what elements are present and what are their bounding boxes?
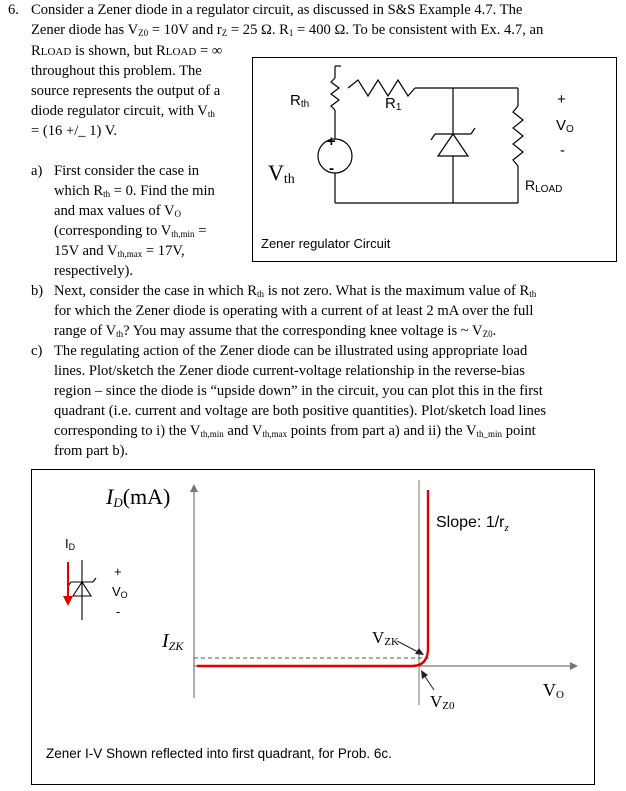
circuit-caption: Zener regulator Circuit (261, 236, 391, 251)
vz0-pointer (424, 675, 434, 690)
vth-label: Vth (268, 160, 295, 187)
part-c-line-3: region – since the diode is “upside down” in the circuit, you can plot this in the first (54, 383, 543, 399)
part-a-label: a) (31, 163, 43, 179)
slope-label: Slope: $1/r_z$ (436, 514, 509, 534)
intro-line-4: throughout this problem. The (31, 63, 202, 79)
part-c-line-2: lines. Plot/sketch the Zener diode current-voltage relationship in the reverse-bias (54, 363, 525, 379)
vo-label: VO (556, 117, 574, 135)
vzk-pointer (397, 641, 420, 653)
source-plus: + (327, 133, 336, 150)
part-b-line-1: Next, consider the case in which $R_{th}$ is not zero. What is the maximum value of $R_{th}$ (54, 283, 537, 299)
part-b-label: b) (31, 283, 44, 299)
vz0-label: VZ0 (430, 692, 455, 712)
part-a-line-3: and max values of $V_O$ (54, 203, 182, 219)
y-axis-label: ID(mA) (106, 484, 171, 510)
diode-minus: - (116, 604, 121, 619)
part-c-line-4: quadrant (i.e. current and voltage are both positive quantities). Plot/sketch load lines (54, 403, 546, 419)
y-axis-arrow (190, 484, 198, 492)
intro-line-2: Zener diode has $V_{Z0} = 10V$ and $r_Z = 25$ Ω. $R_1 = 400$ Ω. To be consistent with Ex. 4.7, an (31, 22, 544, 38)
izk-label: IZK (162, 630, 184, 653)
diode-id-label: ID (65, 536, 76, 552)
part-b-line-3: range of $V_{th}$? You may assume that the corresponding knee voltage is ~ $V_{Z0}$. (54, 323, 497, 339)
r1-label: R1 (385, 95, 402, 113)
part-c-label: c) (31, 343, 43, 359)
rload-label: RLOAD (525, 177, 563, 195)
x-axis-label: VO (543, 680, 564, 701)
vo-minus: - (560, 142, 565, 159)
source-minus: - (329, 160, 334, 177)
small-zener-symbol (68, 560, 96, 620)
problem-number: 6. (8, 2, 19, 18)
part-a-line-1: First consider the case in (54, 163, 200, 179)
iv-graph-box (31, 469, 595, 785)
diode-plus: + (114, 564, 122, 579)
part-a-line-5: 15V and $V_{th,max} = 17V$, (54, 243, 185, 259)
part-a-line-2: which $R_{th} = 0$. Find the min (54, 183, 215, 199)
intro-line-3: RLOAD is shown, but RLOAD = ∞ (31, 43, 223, 59)
part-a-line-6: respectively). (54, 263, 134, 279)
x-axis-arrow (570, 662, 578, 670)
circuit-schematic (253, 58, 616, 261)
part-a-line-4: (corresponding to $V_{th,min}$ = (54, 223, 207, 239)
diode-vo-label: VO (112, 584, 128, 600)
intro-line-5: source represents the output of a (31, 83, 221, 99)
intro-line-6: diode regulator circuit, with $V_{th}$ (31, 103, 215, 119)
vzk-label: VZK (372, 628, 399, 648)
iv-graph (32, 470, 594, 784)
graph-caption: Zener I-V Shown reflected into first quadrant, for Prob. 6c. (46, 746, 392, 761)
part-b-line-2: for which the Zener diode is operating with a current of at least 2 mA over the full (54, 303, 534, 319)
vo-plus: + (557, 91, 566, 108)
part-c-line-6: from part b). (54, 443, 129, 459)
part-c-line-5: corresponding to i) the $V_{th,min}$ and $V_{th,max}$ points from part a) and ii) the $V_{th\_min}$ point (54, 423, 536, 439)
intro-line-1: Consider a Zener diode in a regulator circuit, as discussed in S&S Example 4.7. The (31, 2, 523, 18)
part-c-line-1: The regulating action of the Zener diode can be illustrated using appropriate load (54, 343, 528, 359)
intro-line-7: = (16 +/_ 1) V. (31, 123, 118, 139)
circuit-diagram-box (252, 57, 617, 262)
rth-label: Rth (290, 92, 310, 110)
